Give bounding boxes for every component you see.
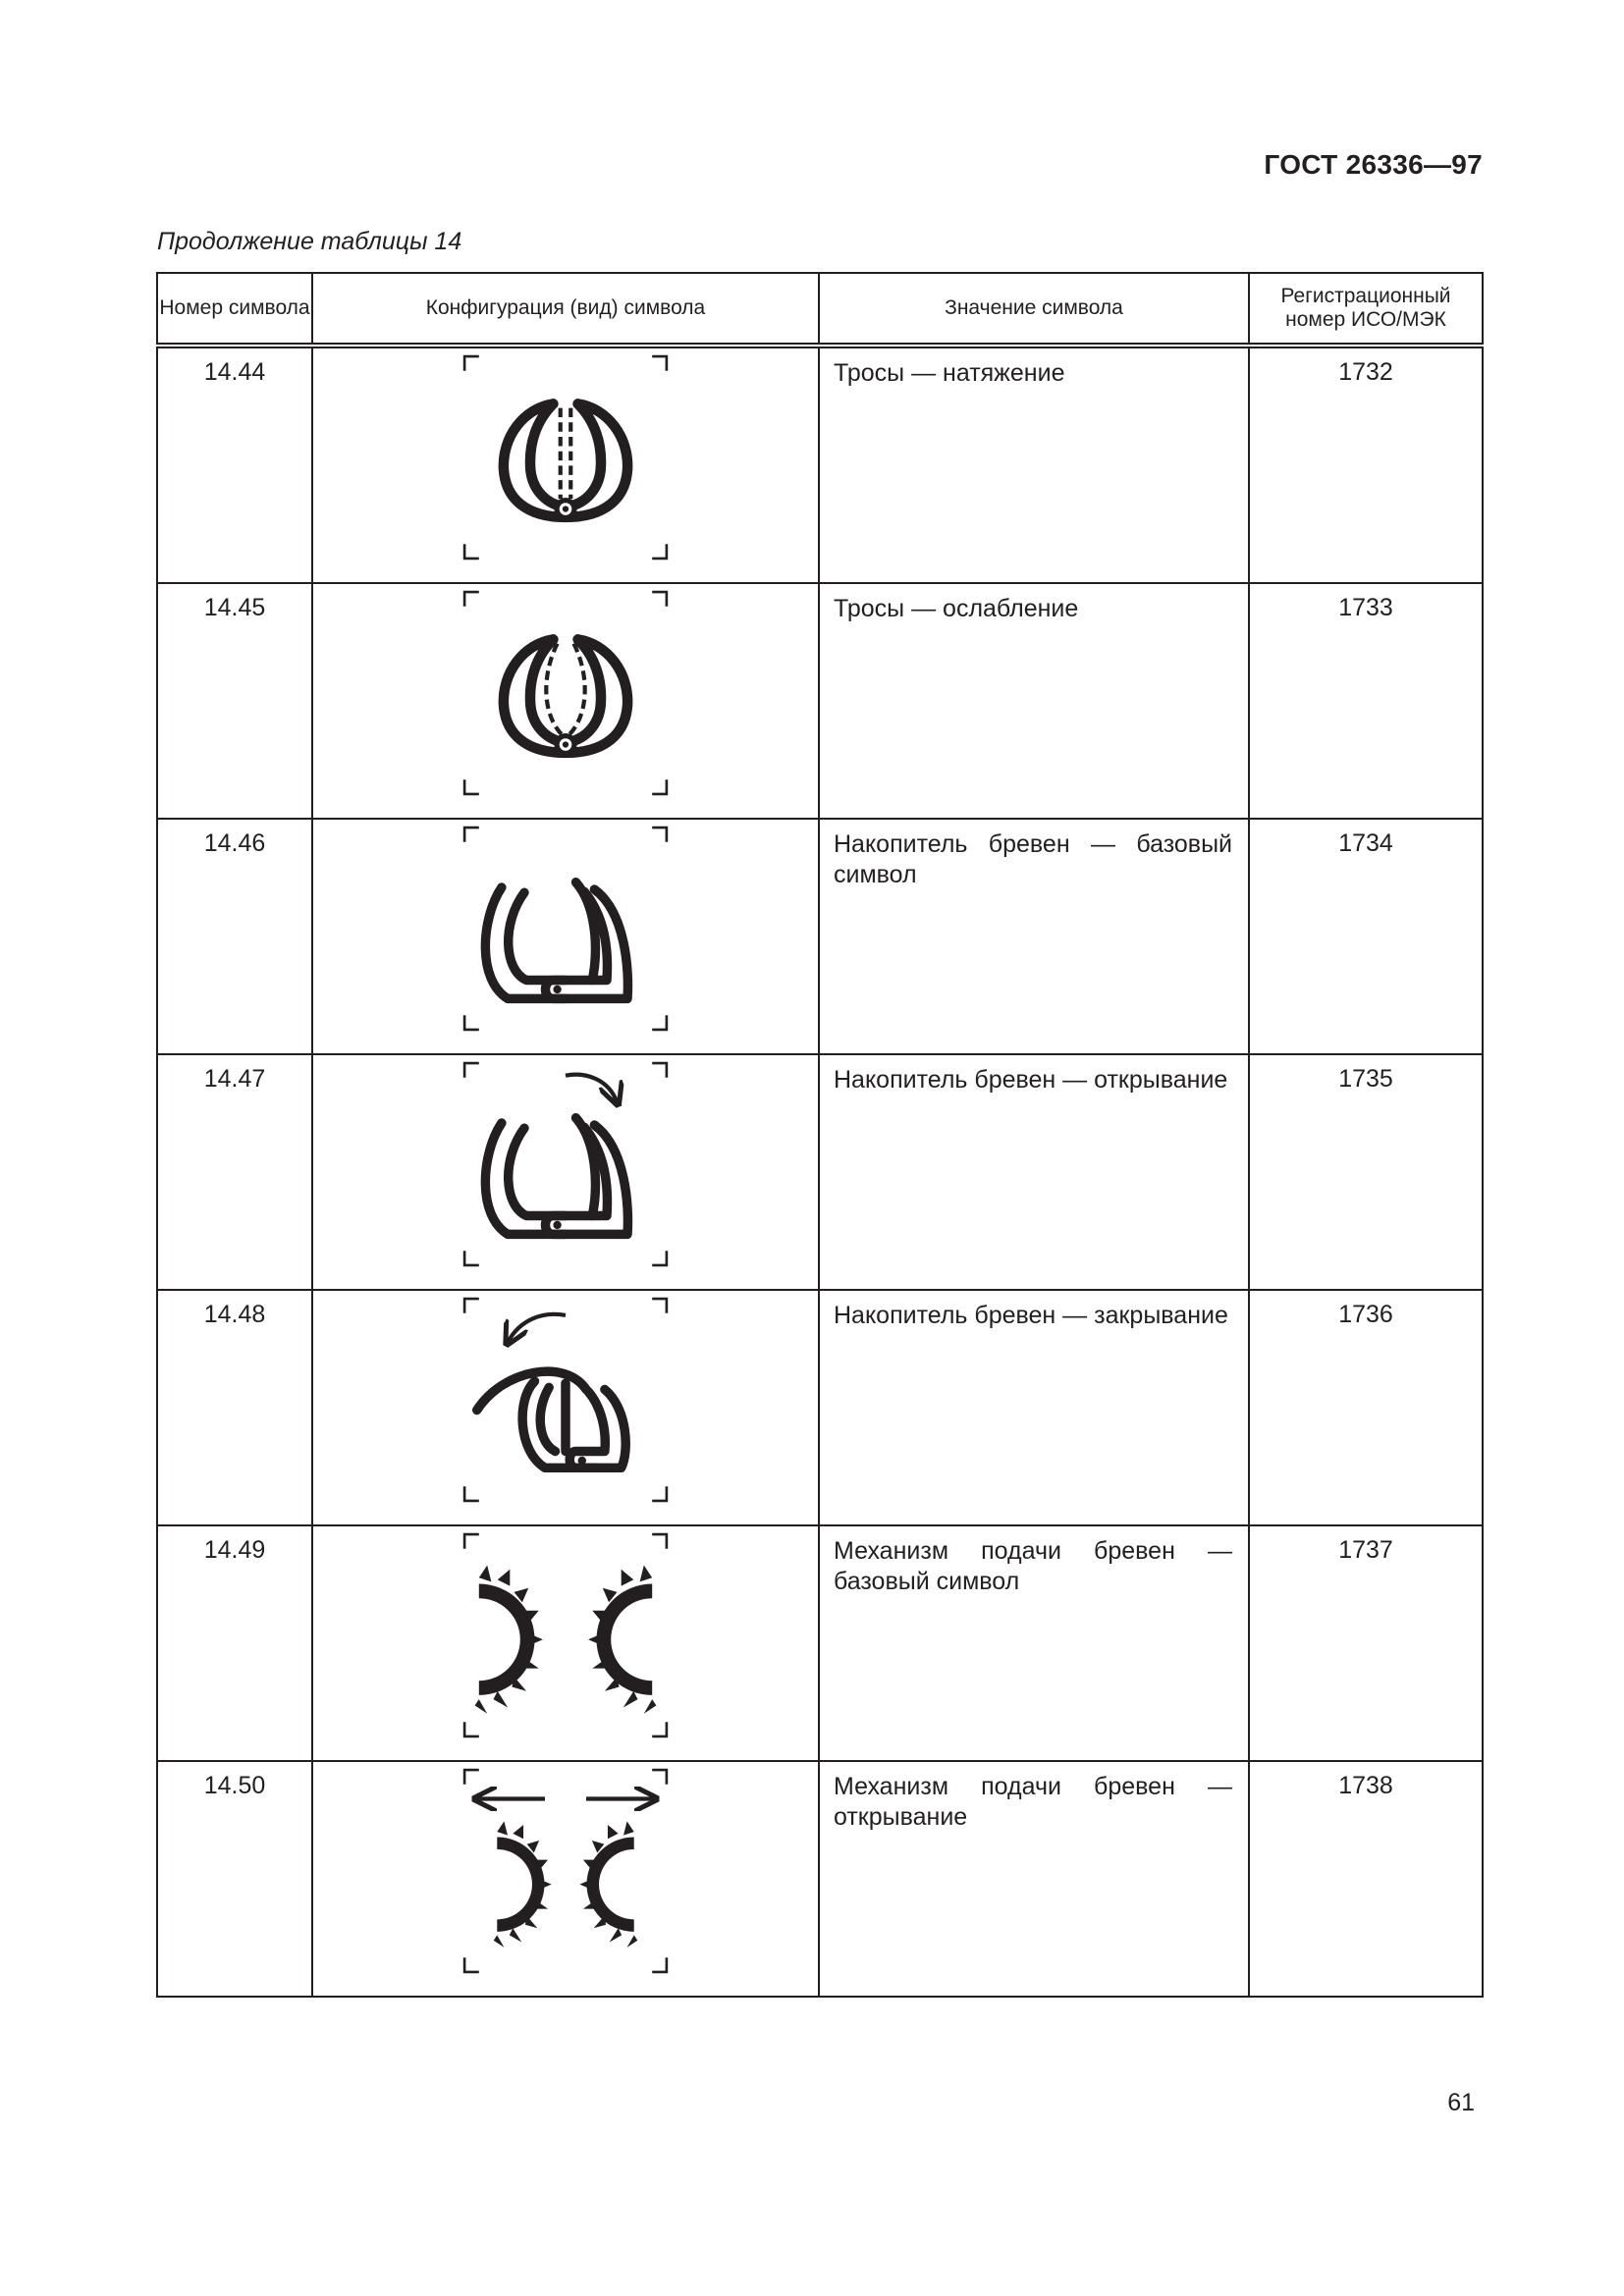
log-bunk-close-icon (462, 1297, 669, 1503)
log-bunk-icon (462, 826, 669, 1032)
table-row (157, 346, 1483, 583)
symbol-meaning: Накопитель бревен — закрывание (819, 1290, 1249, 1525)
symbol-figure-cell (312, 1761, 819, 1997)
table-header-row (157, 273, 1483, 346)
table-row (157, 1761, 1483, 1997)
column-header-registration: Регистрационный номер ИСО/МЭК (1249, 273, 1483, 346)
table-row (157, 1054, 1483, 1290)
symbol-figure-cell (312, 1525, 819, 1761)
registration-number: 1733 (1249, 583, 1483, 819)
symbol-figure-cell (312, 346, 819, 583)
log-bunk-open-icon (462, 1061, 669, 1267)
column-header-number: Номер символа (157, 273, 312, 346)
table-row (157, 1525, 1483, 1761)
log-feed-rollers-icon (462, 1532, 669, 1738)
symbol-meaning: Накопитель бревен — базовый символ (819, 819, 1249, 1054)
symbol-meaning: Механизм подачи бревен — открывание (819, 1761, 1249, 1997)
log-feed-rollers-open-icon (462, 1768, 669, 1974)
symbol-number: 14.50 (157, 1761, 312, 1997)
symbol-meaning: Механизм подачи бревен — базовый символ (819, 1525, 1249, 1761)
table-row (157, 1290, 1483, 1525)
registration-number: 1737 (1249, 1525, 1483, 1761)
table-row (157, 819, 1483, 1054)
registration-number: 1738 (1249, 1761, 1483, 1997)
page-number: 61 (1447, 2089, 1475, 2116)
symbol-number: 14.47 (157, 1054, 312, 1290)
column-header-configuration: Конфигурация (вид) символа (312, 273, 819, 346)
symbol-number: 14.49 (157, 1525, 312, 1761)
document-standard-number: ГОСТ 26336—97 (1264, 149, 1483, 180)
symbol-number: 14.45 (157, 583, 312, 819)
table-row (157, 583, 1483, 819)
symbol-meaning: Накопитель бревен — открывание (819, 1054, 1249, 1290)
column-header-meaning: Значение символа (819, 273, 1249, 346)
symbol-number: 14.46 (157, 819, 312, 1054)
symbol-figure-cell (312, 819, 819, 1054)
registration-number: 1735 (1249, 1054, 1483, 1290)
registration-number: 1732 (1249, 346, 1483, 583)
symbols-table (156, 272, 1484, 1998)
symbol-figure-cell (312, 583, 819, 819)
registration-number: 1736 (1249, 1290, 1483, 1525)
table-caption: Продолжение таблицы 14 (157, 228, 462, 255)
symbol-meaning: Тросы — ослабление (819, 583, 1249, 819)
symbol-number: 14.48 (157, 1290, 312, 1525)
symbol-meaning: Тросы — натяжение (819, 346, 1249, 583)
symbol-number: 14.44 (157, 346, 312, 583)
cables-tension-icon (462, 354, 669, 561)
symbol-figure-cell (312, 1290, 819, 1525)
symbol-figure-cell (312, 1054, 819, 1290)
cables-slack-icon (462, 590, 669, 796)
registration-number: 1734 (1249, 819, 1483, 1054)
